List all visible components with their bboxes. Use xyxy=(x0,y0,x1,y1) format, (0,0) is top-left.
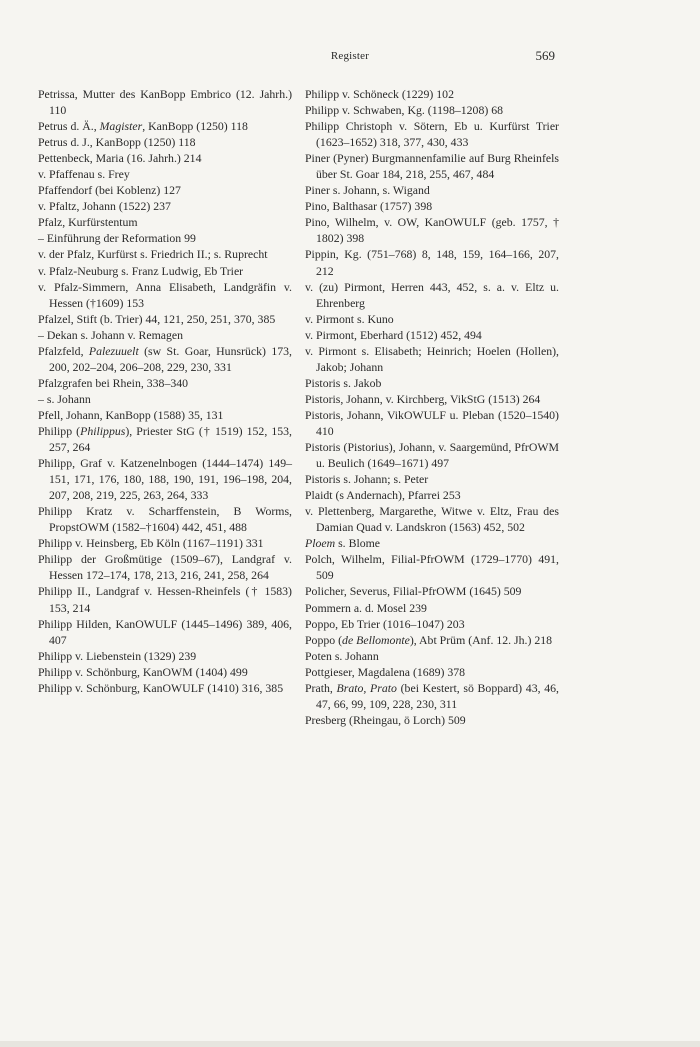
index-entry xyxy=(305,616,559,632)
index-entry-text: Poten s. Johann xyxy=(305,648,379,663)
index-entry xyxy=(38,423,292,455)
index-entry-text: – Dekan s. Johann v. Remagen xyxy=(38,327,184,342)
index-entry-italic: Palezuuelt xyxy=(88,343,139,358)
index-entry-text: ), Abt Prüm (Anf. 12. Jh.) 218 xyxy=(409,632,553,647)
index-entry-text: v. Pfaffenau s. Frey xyxy=(38,167,130,182)
index-entry-text: Pfell, Johann, KanBopp (1588) 35, 131 xyxy=(38,407,224,422)
index-entry-italic: Magister xyxy=(99,119,143,134)
index-entry xyxy=(38,182,292,198)
index-entry-text: v. (zu) Pirmont, Herren 443, 452, s. a. v. Eltz u. Ehrenberg xyxy=(305,279,559,310)
index-entry xyxy=(38,327,292,343)
index-entry xyxy=(38,118,292,134)
index-entry-text: Pistoris s. Jakob xyxy=(305,375,382,390)
index-entry-text: Philipp v. Schönburg, KanOWULF (1410) 316, 385 xyxy=(38,680,284,695)
index-entry-text: Piner s. Johann, s. Wigand xyxy=(305,183,430,198)
index-entry-text: Philipp Kratz v. Scharffenstein, B Worms, PropstOWM (1582–†1604) 442, 451, 488 xyxy=(38,504,292,535)
index-entry-text: Pottgieser, Magdalena (1689) 378 xyxy=(305,664,466,679)
index-entry xyxy=(305,343,559,375)
page-bottom-edge xyxy=(0,1041,700,1047)
index-entry-text: Pommern a. d. Mosel 239 xyxy=(305,600,427,615)
index-entry xyxy=(305,503,559,535)
index-entry-text: Pino, Wilhelm, v. OW, KanOWULF (geb. 1757, † 1802) 398 xyxy=(305,215,559,246)
index-entry xyxy=(305,471,559,487)
index-entry-text: Poppo, Eb Trier (1016–1047) 203 xyxy=(305,616,465,631)
index-entry-text: (sw St. Goar, Hunsrück) 173, 200, 202–204, 206–208, 229, 230, 331 xyxy=(49,343,292,374)
index-entry-text: Pfalzel, Stift (b. Trier) 44, 121, 250, 251, 370, 385 xyxy=(38,311,276,326)
index-entry-text: Pistoris, Johann, VikOWULF u. Pleban (1520–1540) 410 xyxy=(305,407,559,438)
index-entry xyxy=(38,263,292,279)
index-entry-text: – s. Johann xyxy=(38,391,91,406)
index-entry-text: Piner (Pyner) Burgmannenfamilie auf Burg Rheinfels über St. Goar 184, 218, 255, 467, 484 xyxy=(305,151,559,182)
index-entry xyxy=(305,118,559,150)
index-entry xyxy=(305,632,559,648)
index-entry xyxy=(38,279,292,311)
index-entry xyxy=(305,439,559,471)
index-entry-text: , KanBopp (1250) 118 xyxy=(142,119,248,134)
index-entry-text: Petrissa, Mutter des KanBopp Embrico (12. Jahrh.) 110 xyxy=(38,87,292,118)
index-entry xyxy=(305,327,559,343)
running-head-title: Register xyxy=(330,50,370,62)
index-entry-text: ), Priester StG († 1519) 152, 153, 257, 264 xyxy=(49,423,293,455)
index-entry xyxy=(305,551,559,583)
index-entry xyxy=(38,150,292,166)
index-entry xyxy=(305,311,559,327)
index-entry-text: v. Pirmont s. Kuno xyxy=(305,311,394,326)
index-entry-text: Pippin, Kg. (751–768) 8, 148, 159, 164–166, 207, 212 xyxy=(305,247,559,278)
index-entry xyxy=(305,86,559,102)
index-entry-text: v. der Pfalz, Kurfürst s. Friedrich II.; s. Ruprecht xyxy=(38,247,268,262)
index-entry xyxy=(305,198,559,214)
index-entry xyxy=(38,214,292,230)
index-entry xyxy=(305,182,559,198)
index-entry-text: Philipp v. Schwaben, Kg. (1198–1208) 68 xyxy=(305,103,504,118)
index-entry xyxy=(38,503,292,535)
index-entry-text: Pistoris s. Johann; s. Peter xyxy=(305,472,429,487)
index-entry xyxy=(38,311,292,327)
index-entry-text: Polch, Wilhelm, Filial-PfrOWM (1729–1770) 491, 509 xyxy=(305,552,559,583)
index-entry xyxy=(305,648,559,664)
index-entry-text: v. Pirmont, Eberhard (1512) 452, 494 xyxy=(305,327,482,342)
index-entry-text: Pistoris, Johann, v. Kirchberg, VikStG (1513) 264 xyxy=(305,391,541,406)
index-entry xyxy=(305,664,559,680)
index-entry xyxy=(38,535,292,551)
index-entry xyxy=(38,230,292,246)
index-entry xyxy=(38,583,292,615)
index-entry-text: Petrus d. Ä., xyxy=(38,119,100,134)
index-entry-text: Presberg (Rheingau, ö Lorch) 509 xyxy=(305,712,466,727)
index-entry xyxy=(38,664,292,680)
index-column-right xyxy=(305,86,559,728)
index-entry xyxy=(305,279,559,311)
index-entry-text: v. Pfaltz, Johann (1522) 237 xyxy=(38,199,171,214)
index-entry xyxy=(38,166,292,182)
index-entry-text: Philipp v. Liebenstein (1329) 239 xyxy=(38,648,197,663)
index-entry-text: v. Pirmont s. Elisabeth; Heinrich; Hoelen (Hollen), Jakob; Johann xyxy=(305,343,559,374)
index-entry-italic: de Bellomonte xyxy=(342,632,410,647)
index-entry-text: Plaidt (s Andernach), Pfarrei 253 xyxy=(305,488,461,503)
index-entry-text: Pfalzfeld, xyxy=(38,343,89,358)
page-number: 569 xyxy=(535,48,555,63)
index-entry xyxy=(305,391,559,407)
index-entry-text: v. Pfalz-Neuburg s. Franz Ludwig, Eb Trier xyxy=(38,263,244,278)
index-entry-text: Poppo ( xyxy=(305,632,343,647)
index-entry xyxy=(305,535,559,551)
index-entry-text: Philipp, Graf v. Katzenelnbogen (1444–1474) 149–151, 171, 176, 180, 188, 190, 191, 196–198, 204, 207, 208, 219, 225, 263, 264, 333 xyxy=(38,456,292,503)
index-entry-italic: Philippus xyxy=(80,423,126,438)
index-entry-text: Philipp II., Landgraf v. Hessen-Rheinfels († 1583) 153, 214 xyxy=(38,584,292,615)
index-entry xyxy=(38,407,292,423)
index-entry-text: Pettenbeck, Maria (16. Jahrh.) 214 xyxy=(38,151,202,166)
index-entry xyxy=(38,391,292,407)
index-entry xyxy=(305,600,559,616)
index-entry-italic: Brato, Prato xyxy=(336,680,397,695)
index-entry xyxy=(305,680,559,712)
index-entry xyxy=(38,616,292,648)
index-entry xyxy=(38,551,292,583)
index-entry xyxy=(305,246,559,278)
index-entry-text: Petrus d. J., KanBopp (1250) 118 xyxy=(38,135,196,150)
index-entry xyxy=(38,198,292,214)
index-entry-text: Philipp Christoph v. Sötern, Eb u. Kurfürst Trier (1623–1652) 318, 377, 430, 433 xyxy=(305,119,559,150)
index-entry-text: Pfaffendorf (bei Koblenz) 127 xyxy=(38,183,181,198)
index-entry-text: v. Plettenberg, Margarethe, Witwe v. Eltz, Frau des Damian Quad v. Landskron (1563) 452, 502 xyxy=(305,504,559,535)
running-head xyxy=(0,50,700,66)
index-entry-text: Philipp der Großmütige (1509–67), Landgraf v. Hessen 172–174, 178, 213, 216, 241, 258, 264 xyxy=(38,552,292,583)
index-entry xyxy=(38,86,292,118)
index-entry-text: Philipp Hilden, KanOWULF (1445–1496) 389, 406, 407 xyxy=(38,616,292,647)
index-entry xyxy=(38,134,292,150)
index-entry xyxy=(305,150,559,182)
index-entry-text: (bei Kestert, sö Boppard) 43, 46, 47, 66, 99, 109, 228, 230, 311 xyxy=(316,680,559,711)
index-entry-text: Philipp ( xyxy=(38,423,81,438)
index-entry xyxy=(38,455,292,503)
index-entry-italic: Ploem xyxy=(305,536,336,551)
index-entry-text: v. Pfalz-Simmern, Anna Elisabeth, Landgräfin v. Hessen (†1609) 153 xyxy=(38,279,292,310)
index-entry xyxy=(305,102,559,118)
index-entry xyxy=(305,583,559,599)
index-entry-text: Philipp v. Schönburg, KanOWM (1404) 499 xyxy=(38,664,248,679)
index-entry xyxy=(38,246,292,262)
index-entry-text: Policher, Severus, Filial-PfrOWM (1645) 509 xyxy=(305,584,522,599)
index-entry-text: Philipp v. Schöneck (1229) 102 xyxy=(305,87,454,101)
index-entry xyxy=(38,343,292,375)
index-entry xyxy=(305,487,559,503)
index-entry-text: s. Blome xyxy=(335,536,381,551)
index-entry-text: Pfalzgrafen bei Rhein, 338–340 xyxy=(38,375,189,390)
index-entry xyxy=(305,712,559,728)
index-entry-text: Pino, Balthasar (1757) 398 xyxy=(305,199,433,214)
index-entry xyxy=(38,375,292,391)
index-entry xyxy=(305,214,559,246)
index-entry-text: Prath, xyxy=(305,680,337,695)
index-entry-text: Pfalz, Kurfürstentum xyxy=(38,215,138,230)
index-entry-text: – Einführung der Reformation 99 xyxy=(38,231,196,246)
index-entry xyxy=(305,375,559,391)
index-column-left xyxy=(38,86,292,696)
index-entry xyxy=(38,680,292,696)
index-entry xyxy=(305,407,559,439)
index-entry-text: Philipp v. Heinsberg, Eb Köln (1167–1191) 331 xyxy=(38,536,264,551)
index-entry xyxy=(38,648,292,664)
index-entry-text: Pistoris (Pistorius), Johann, v. Saargemünd, PfrOWM u. Beulich (1649–1671) 497 xyxy=(305,440,559,471)
